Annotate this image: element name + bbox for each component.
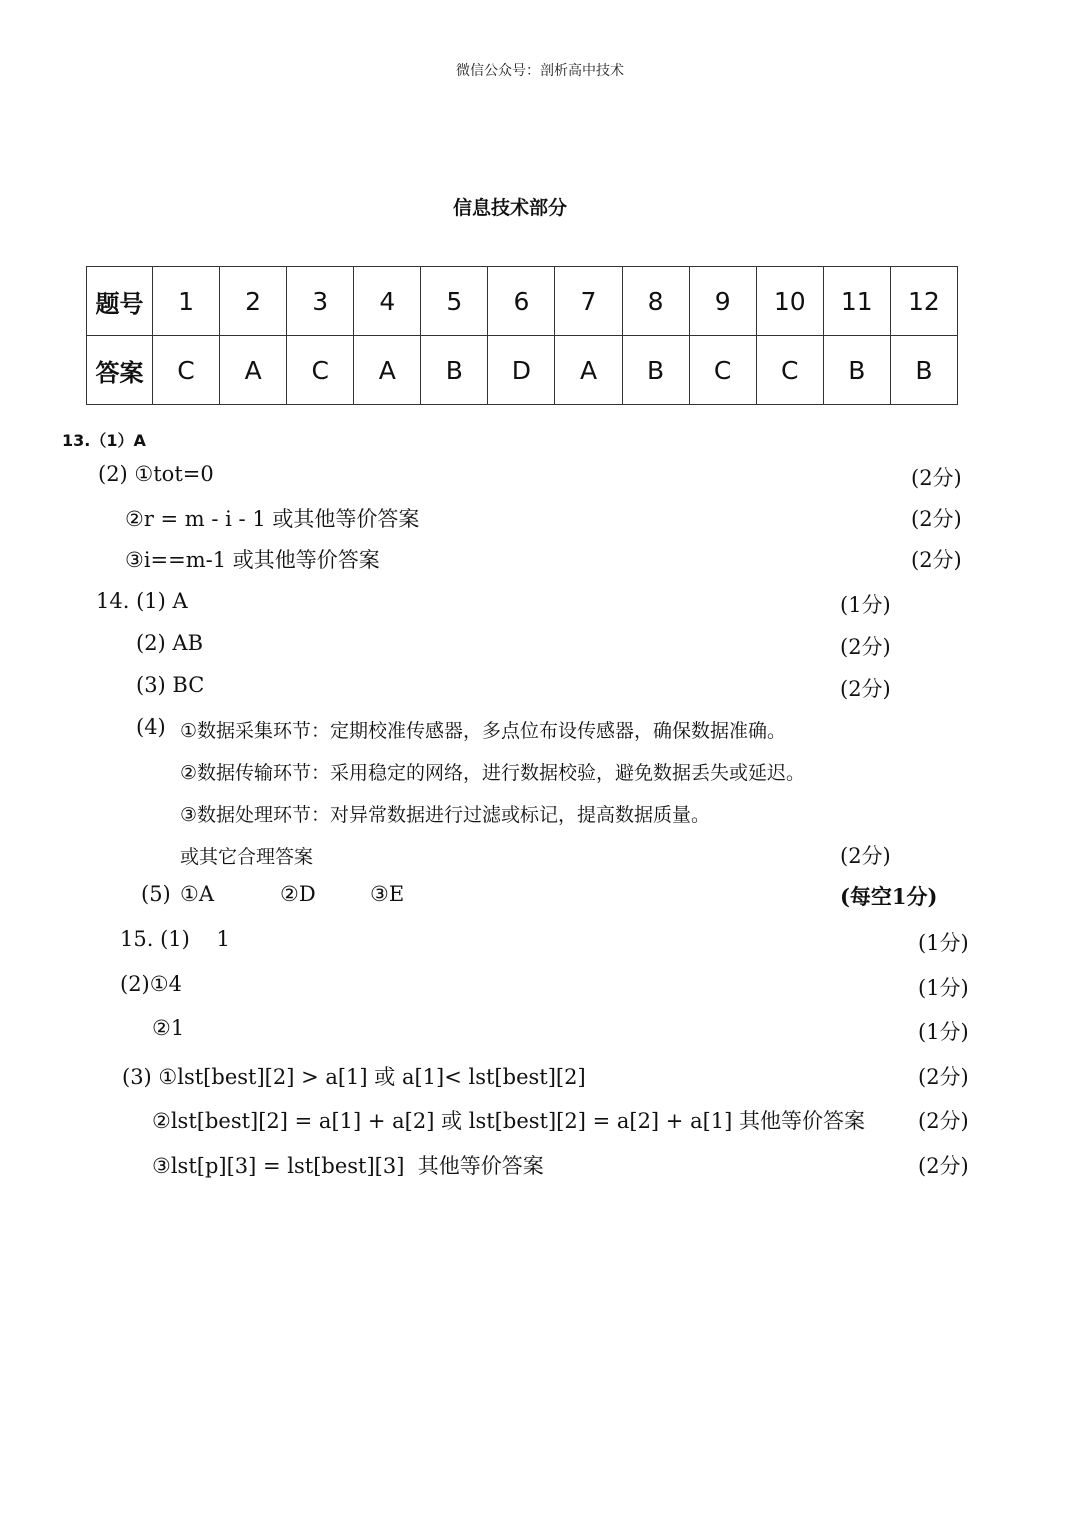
q14-part4-item1: ①数据采集环节：定期校准传感器，多点位布设传感器，确保数据准确。: [180, 720, 787, 742]
q15-part3-item1-score: (2分): [918, 1065, 969, 1089]
q13-part2-item1-score: (2分): [911, 466, 962, 490]
q15-part2-item2-score: (1分): [918, 1020, 969, 1044]
q15-part1: 15. (1) 1: [120, 927, 230, 951]
question-number: 10: [756, 267, 823, 336]
answer-cell: B: [622, 336, 689, 405]
question-number: 6: [488, 267, 555, 336]
q13-part2-item2: ②r = m - i - 1 或其他等价答案: [125, 507, 420, 531]
q14-part1: 14. (1) A: [96, 589, 188, 613]
answer-cell: C: [153, 336, 220, 405]
q14-part5-item3: ③E: [370, 882, 405, 906]
q15-part3-item2-score: (2分): [918, 1109, 969, 1133]
row-label-number: 题号: [87, 267, 153, 336]
answer-cell: D: [488, 336, 555, 405]
answer-cell: B: [890, 336, 957, 405]
answer-table-number-row: [87, 267, 958, 336]
answer-cell: C: [287, 336, 354, 405]
q14-part5-item1: ①A: [180, 882, 214, 906]
q15-part3-item2: ②lst[best][2] = a[1] + a[2] 或 lst[best][2] = a[2] + a[1] 其他等价答案: [152, 1109, 866, 1133]
q14-part5-score: (每空1分): [840, 884, 938, 909]
question-number: 7: [555, 267, 622, 336]
q14-part4-alt: 或其它合理答案: [180, 846, 314, 868]
q14-part5-label: (5): [141, 882, 171, 906]
question-number: 12: [890, 267, 957, 336]
question-number: 3: [287, 267, 354, 336]
answer-table-answer-row: [87, 336, 958, 405]
q14-part2: (2) AB: [136, 631, 204, 655]
answer-cell: C: [689, 336, 756, 405]
header-note: 微信公众号：剖析高中技术: [456, 63, 624, 79]
answer-cell: B: [823, 336, 890, 405]
q14-part5-item2: ②D: [280, 882, 316, 906]
q13-heading: 13.（1）A: [62, 431, 146, 450]
q14-part3: (3) BC: [136, 673, 205, 697]
q14-part1-score: (1分): [840, 593, 891, 617]
q14-part4-label: (4): [136, 715, 166, 739]
section-title: 信息技术部分: [452, 197, 567, 219]
answer-cell: A: [354, 336, 421, 405]
q15-part3-item1: (3) ①lst[best][2] > a[1] 或 a[1]< lst[best][2]: [122, 1065, 586, 1089]
q14-part3-score: (2分): [840, 677, 891, 701]
answer-cell: A: [220, 336, 287, 405]
q14-part2-score: (2分): [840, 635, 891, 659]
question-number: 2: [220, 267, 287, 336]
question-number: 8: [622, 267, 689, 336]
q15-part3-item3: ③lst[p][3] = lst[best][3] 其他等价答案: [152, 1154, 544, 1178]
q15-part2-item1-score: (1分): [918, 976, 969, 1000]
q15-part1-score: (1分): [918, 931, 969, 955]
q15-part2-item2: ②1: [152, 1016, 185, 1040]
q13-part2-item3: ③i==m-1 或其他等价答案: [125, 548, 380, 572]
question-number: 5: [421, 267, 488, 336]
q14-part4-item2: ②数据传输环节：采用稳定的网络，进行数据校验，避免数据丢失或延迟。: [180, 762, 806, 784]
q13-part2-item3-score: (2分): [911, 548, 962, 572]
q14-part4-item3: ③数据处理环节：对异常数据进行过滤或标记，提高数据质量。: [180, 804, 711, 826]
question-number: 1: [153, 267, 220, 336]
answer-cell: B: [421, 336, 488, 405]
question-number: 4: [354, 267, 421, 336]
q14-part4-score: (2分): [840, 844, 891, 868]
question-number: 9: [689, 267, 756, 336]
q15-part2-item1: (2)①4: [120, 972, 182, 996]
q13-part2-item1: (2) ①tot=0: [98, 462, 214, 486]
question-number: 11: [823, 267, 890, 336]
answer-cell: A: [555, 336, 622, 405]
q13-part2-item2-score: (2分): [911, 507, 962, 531]
row-label-answer: 答案: [87, 336, 153, 405]
answer-table: [86, 266, 958, 405]
answer-cell: C: [756, 336, 823, 405]
q15-part3-item3-score: (2分): [918, 1154, 969, 1178]
